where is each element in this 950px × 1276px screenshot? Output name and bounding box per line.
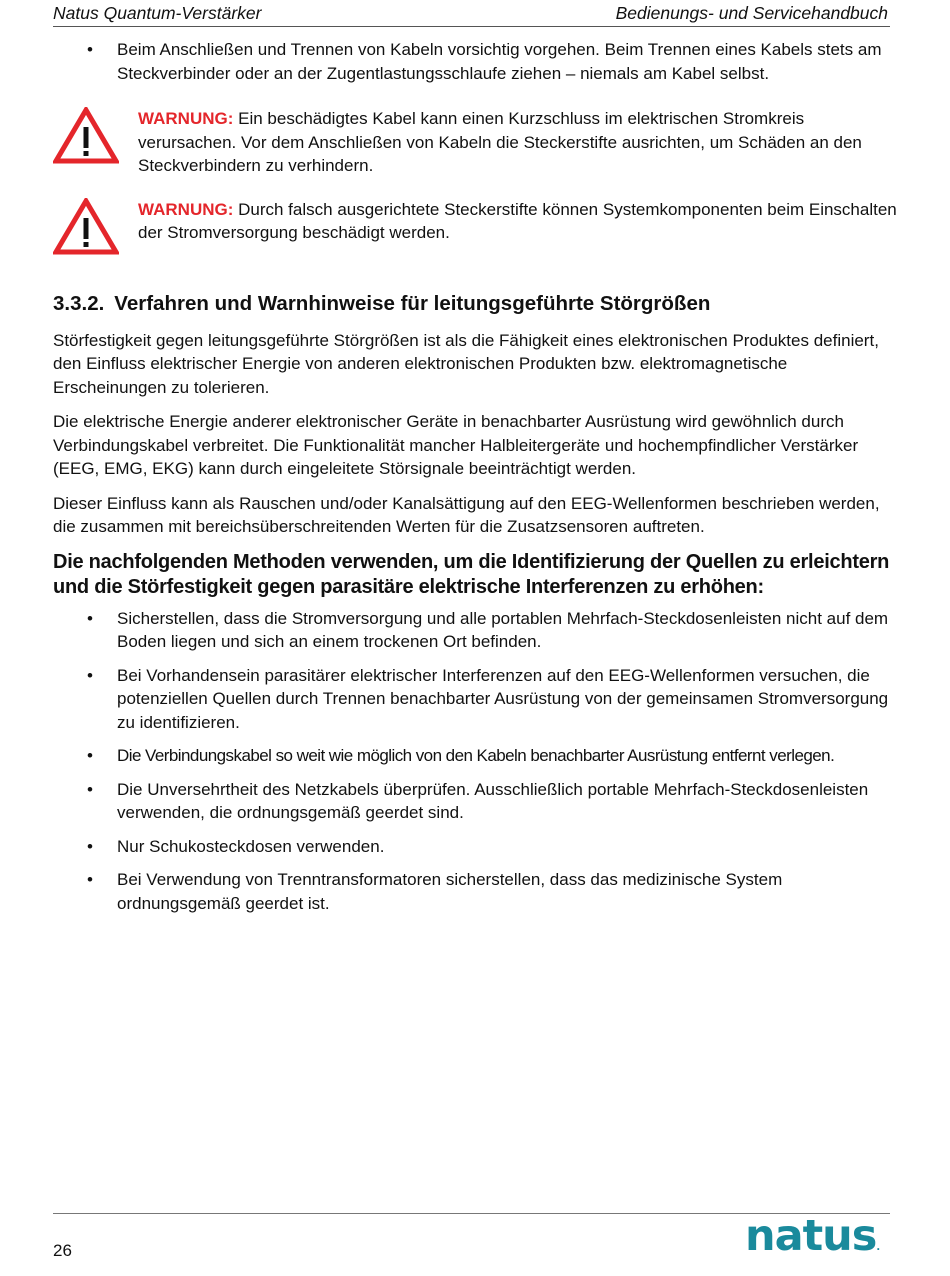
list-item: • Die Verbindungskabel so weit wie möglich von den Kabeln benachbarter Ausrüstung entfernt verlegen.	[53, 744, 903, 768]
list-item: • Sicherstellen, dass die Stromversorgung und alle portablen Mehrfach-Steckdosenleisten nicht auf dem Boden liegen und sich an einem trockenen Ort befinden.	[53, 607, 903, 654]
natus-logo	[745, 1211, 890, 1261]
warning-block	[53, 107, 903, 178]
page-content	[53, 38, 903, 925]
section-number: 3.3.2.	[53, 291, 105, 315]
list-item: • Nur Schukosteckdosen verwenden.	[53, 835, 903, 859]
logo-dot: .	[876, 1242, 880, 1253]
body-paragraph: Dieser Einfluss kann als Rauschen und/oder Kanalsättigung auf den EEG-Wellenformen beschrieben werden, die zusammen mit bereichsüberschreitenden Werten für die Zusatzsensoren auftreten.	[53, 493, 880, 536]
header-manual-title: Bedienungs- und Servicehandbuch	[615, 3, 888, 23]
warning-text	[138, 107, 903, 178]
section-title: Verfahren und Warnhinweise für leitungsgeführte Störgrößen	[114, 291, 711, 315]
warning-triangle-icon	[53, 198, 119, 256]
page-number: 26	[53, 1241, 72, 1260]
warning-label: WARNUNG:	[138, 199, 234, 219]
body-paragraph: Störfestigkeit gegen leitungsgeführte Störgrößen ist als die Fähigkeit eines elektronischen Produktes definiert, den Einfluss elektrischer Energie von anderen elektronischen Produkten bzw. elektromagnetische Erscheinungen zu tolerieren.	[53, 330, 879, 397]
list-item: • Die Unversehrtheit des Netzkabels überprüfen. Ausschließlich portable Mehrfach-Steckdosenleisten verwenden, die ordnungsgemäß geerdet sind.	[53, 778, 903, 825]
header-manual-product: Natus Quantum-Verstärker	[53, 3, 262, 23]
methods-list	[53, 607, 903, 916]
page-header	[53, 2, 890, 27]
list-item: • Bei Vorhandensein parasitärer elektrischer Interferenzen auf den EEG-Wellenformen versuchen, die potenziellen Quellen durch Trennen benachbarter Ausrüstung von der gemeinsamen Stromversorgung zu identifizieren.	[53, 664, 903, 735]
warning-block	[53, 198, 903, 258]
warning-triangle-icon	[53, 107, 119, 165]
list-item: • Beim Anschließen und Trennen von Kabeln vorsichtig vorgehen. Beim Trennen eines Kabels stets am Steckverbinder oder an der Zugentlastungsschlaufe ziehen – niemals am Kabel selbst.	[53, 38, 903, 85]
body-paragraph: Die elektrische Energie anderer elektronischer Geräte in benachbarter Ausrüstung wird gewöhnlich durch Verbindungskabel verbreitet. Die Funktionalität mancher Halbleitergeräte und hochempfindlicher Verstärker (EEG, EMG, EKG) kann durch eingeleitete Störsignale beeinträchtigt werden.	[53, 412, 859, 478]
warning-message: Durch falsch ausgerichtete Steckerstifte können Systemkomponenten beim Einschalten der Stromversorgung beschädigt werden.	[138, 199, 897, 242]
cable-handling-list	[53, 38, 903, 85]
logo-wordmark: natus	[745, 1211, 877, 1261]
warning-text	[138, 198, 903, 245]
warning-label: WARNUNG:	[138, 109, 234, 128]
section-heading	[53, 291, 903, 317]
methods-heading: Die nachfolgenden Methoden verwenden, um die Identifizierung der Quellen zu erleichtern und die Störfestigkeit gegen parasitäre elektrische Interferenzen zu erhöhen:	[53, 550, 890, 598]
list-item: • Bei Verwendung von Trenntransformatoren sicherstellen, dass das medizinische System ordnungsgemäß geerdet ist.	[53, 868, 903, 915]
warning-message: Ein beschädigtes Kabel kann einen Kurzschluss im elektrischen Stromkreis verursachen. Vor dem Anschließen von Kabeln die Steckerstifte ausrichten, um Schäden an den Steckverbindern zu verhindern.	[138, 109, 862, 175]
